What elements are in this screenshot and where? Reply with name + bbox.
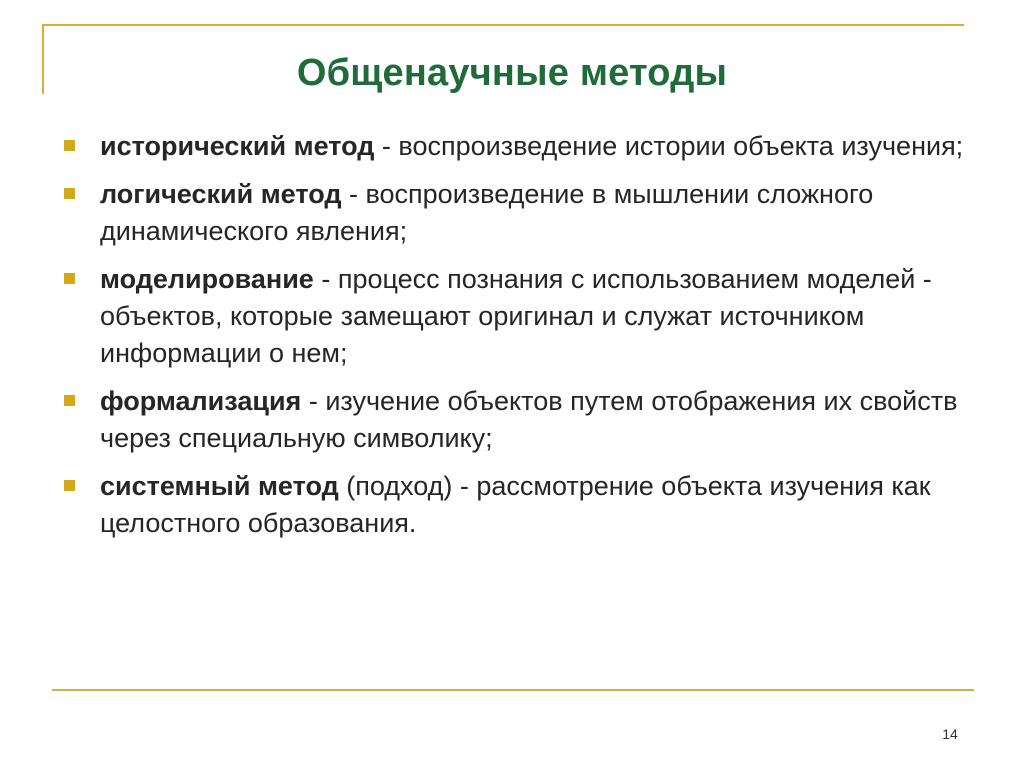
list-item-formalization bbox=[58, 383, 998, 457]
square-bullet-icon bbox=[64, 395, 75, 406]
list-item-historical-method bbox=[58, 128, 998, 165]
methods-list bbox=[58, 128, 998, 553]
method-term: логический метод bbox=[100, 179, 342, 209]
method-description: - воспроизведение в мышлении сложного динамического явления; bbox=[100, 179, 874, 246]
square-bullet-icon bbox=[64, 273, 75, 284]
slide-title: Общенаучные методы bbox=[296, 52, 728, 94]
method-description: - процесс познания с использованием моделей - объектов, которые замещают оригинал и служат источником информации о нем; bbox=[100, 264, 932, 368]
method-description: - воспроизведение истории объекта изучения; bbox=[374, 131, 964, 161]
square-bullet-icon bbox=[64, 188, 75, 199]
method-term: исторический метод bbox=[100, 131, 375, 161]
page-number: 14 bbox=[942, 726, 958, 742]
list-item-logical-method bbox=[58, 176, 998, 250]
method-term: системный метод bbox=[100, 471, 339, 501]
list-item-modeling bbox=[58, 261, 998, 372]
frame-top-line bbox=[42, 24, 964, 26]
frame-bottom-line bbox=[52, 689, 974, 691]
method-description: - изучение объектов путем отображения их свойств через специальную символику; bbox=[100, 386, 958, 453]
square-bullet-icon bbox=[64, 140, 75, 151]
method-term: моделирование bbox=[100, 264, 314, 294]
square-bullet-icon bbox=[64, 480, 75, 491]
method-description: (подход) - рассмотрение объекта изучения как целостного образования. bbox=[100, 471, 931, 538]
method-term: формализация bbox=[100, 386, 302, 416]
list-item-systems-method bbox=[58, 468, 998, 542]
